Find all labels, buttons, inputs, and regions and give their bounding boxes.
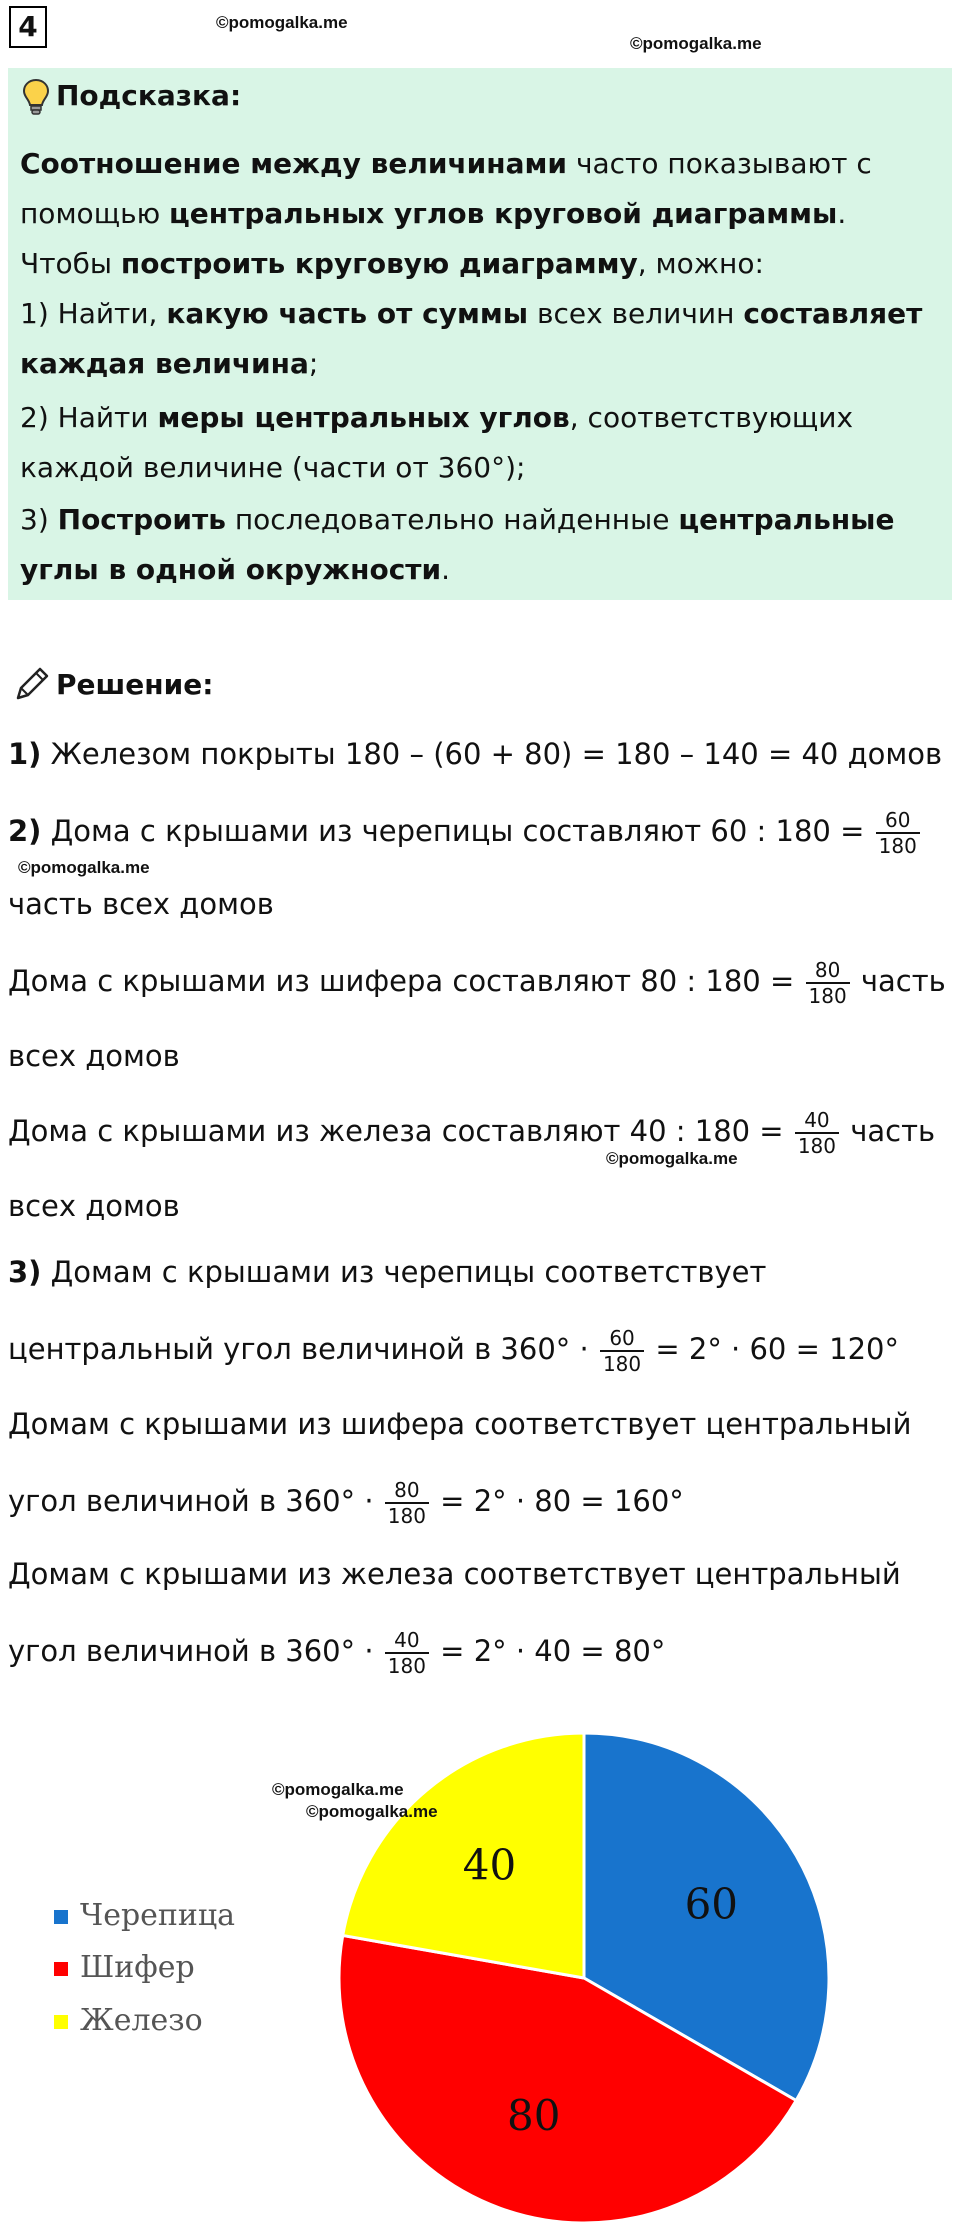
solution-line: [8, 1404, 911, 1444]
hint-text: помощью: [20, 197, 170, 230]
hint-bold: Построить: [57, 503, 226, 536]
legend-label: Черепица: [80, 1898, 236, 1933]
numerator: 40: [394, 1628, 420, 1652]
hint-text: каждой величине (части от 360°);: [20, 451, 526, 484]
hint-line: [20, 448, 525, 488]
legend-label: Шифер: [80, 1950, 195, 1985]
fraction: [806, 958, 850, 1008]
hint-bold: составляет: [743, 297, 923, 330]
numerator: 40: [804, 1108, 830, 1132]
solution-text: Домам с крышами из шифера соответствует центральный: [8, 1407, 912, 1441]
solution-line: [8, 884, 274, 924]
watermark: ©pomogalka.me: [18, 858, 150, 877]
task-number: 4: [9, 6, 47, 48]
legend-item: [54, 2003, 203, 2039]
solution-title: Решение:: [56, 668, 214, 701]
solution-line: [8, 734, 942, 774]
hint-text: 1) Найти,: [20, 297, 167, 330]
hint-line: [20, 294, 922, 334]
watermark: ©pomogalka.me: [306, 1802, 438, 1821]
denominator: 180: [385, 1502, 429, 1528]
solution-line: [8, 1478, 684, 1528]
denominator: 180: [876, 832, 920, 858]
hint-title: Подсказка:: [56, 79, 242, 112]
hint-line: [20, 398, 853, 438]
pie-slice-label: 80: [506, 2091, 561, 2141]
watermark: ©pomogalka.me: [630, 34, 762, 53]
watermark: ©pomogalka.me: [216, 13, 348, 32]
legend-label: Железо: [80, 2003, 203, 2038]
solution-line: [8, 1252, 766, 1292]
legend-swatch: [54, 2015, 68, 2029]
hint-text: ;: [308, 347, 319, 380]
hint-bold: построить круговую диаграмму: [120, 247, 638, 280]
fraction: [600, 1326, 644, 1376]
hint-text: часто показывают с: [567, 147, 872, 180]
solution-text: часть всех домов: [8, 887, 274, 921]
solution-line: [8, 1326, 899, 1376]
hint-text: 2) Найти: [20, 401, 158, 434]
numerator: 60: [884, 808, 911, 832]
hint-text: .: [837, 197, 847, 230]
solution-text: всех домов: [8, 1189, 180, 1223]
legend-item: [54, 1898, 235, 1934]
solution-text: часть: [851, 964, 946, 998]
hint-line: [20, 194, 846, 234]
solution-text: всех домов: [8, 1039, 180, 1073]
pie-slice-label: 40: [462, 1840, 517, 1890]
numerator: 80: [814, 958, 841, 982]
hint-bold: меры центральных углов: [157, 401, 570, 434]
hint-bold: каждая величина: [20, 347, 309, 380]
legend-swatch: [54, 1910, 68, 1924]
solution-line: [8, 958, 946, 1008]
hint-bold: центральных углов круговой диаграммы: [169, 197, 838, 230]
denominator: 180: [385, 1652, 429, 1678]
hint-text: 3): [20, 503, 58, 536]
pie-slice-label: 60: [684, 1879, 739, 1929]
hint-line: [20, 550, 450, 590]
denominator: 180: [806, 982, 850, 1008]
hint-text: Чтобы: [20, 247, 121, 280]
solution-text: Домам с крышами из черепицы соответствует: [41, 1255, 767, 1289]
solution-text: = 2° · 60 = 120°: [646, 1332, 899, 1366]
solution-text: часть: [841, 1114, 936, 1148]
solution-text: угол величиной в 360° ·: [8, 1634, 383, 1668]
hint-text: .: [441, 553, 451, 586]
hint-bold: центральные: [678, 503, 895, 536]
solution-text: Домам с крышами из железа соответствует центральный: [8, 1557, 901, 1591]
numerator: 80: [394, 1478, 420, 1502]
hint-text: , можно:: [637, 247, 764, 280]
solution-text: центральный угол величиной в 360° ·: [8, 1332, 598, 1366]
solution-line: [8, 808, 922, 858]
numerator: 60: [609, 1326, 635, 1350]
denominator: 180: [795, 1132, 839, 1158]
solution-text: Дома с крышами из шифера составляют 80 : 180 =: [8, 964, 804, 998]
solution-line: [8, 1108, 935, 1158]
lightbulb-icon: [22, 78, 50, 120]
solution-line: [8, 1036, 180, 1076]
hint-text: всех величин: [528, 297, 744, 330]
step-number: 2): [8, 814, 42, 848]
watermark: ©pomogalka.me: [606, 1149, 738, 1168]
legend-swatch: [54, 1962, 68, 1976]
denominator: 180: [600, 1350, 644, 1376]
step-number: 3): [8, 1255, 42, 1289]
solution-text: Железом покрыты 180 – (60 + 80) = 180 – 140 = 40 домов: [41, 737, 943, 771]
solution-text: = 2° · 40 = 80°: [430, 1634, 666, 1668]
solution-line: [8, 1554, 901, 1594]
fraction: [385, 1478, 429, 1528]
watermark: ©pomogalka.me: [272, 1780, 404, 1799]
hint-bold: углы в одной окружности: [20, 553, 442, 586]
solution-text: = 2° · 80 = 160°: [430, 1484, 684, 1518]
solution-text: Дома с крышами из железа составляют 40 : 180 =: [8, 1114, 793, 1148]
pencil-icon: [12, 664, 52, 708]
fraction: [876, 808, 920, 858]
legend-item: [54, 1950, 195, 1986]
hint-text: последовательно найденные: [225, 503, 679, 536]
fraction: [385, 1628, 429, 1678]
hint-bold: какую часть от суммы: [166, 297, 529, 330]
solution-text: угол величиной в 360° ·: [8, 1484, 383, 1518]
hint-line: [20, 144, 872, 184]
solution-text: Дома с крышами из черепицы составляют 60 : 180 =: [41, 814, 874, 848]
hint-text: , соответствующих: [569, 401, 854, 434]
solution-line: [8, 1186, 180, 1226]
step-number: 1): [8, 737, 42, 771]
hint-line: [20, 244, 764, 284]
hint-line: [20, 500, 894, 540]
solution-line: [8, 1628, 665, 1678]
hint-line: [20, 344, 318, 384]
fraction: [795, 1108, 839, 1158]
hint-bold: Соотношение между величинами: [20, 147, 568, 180]
